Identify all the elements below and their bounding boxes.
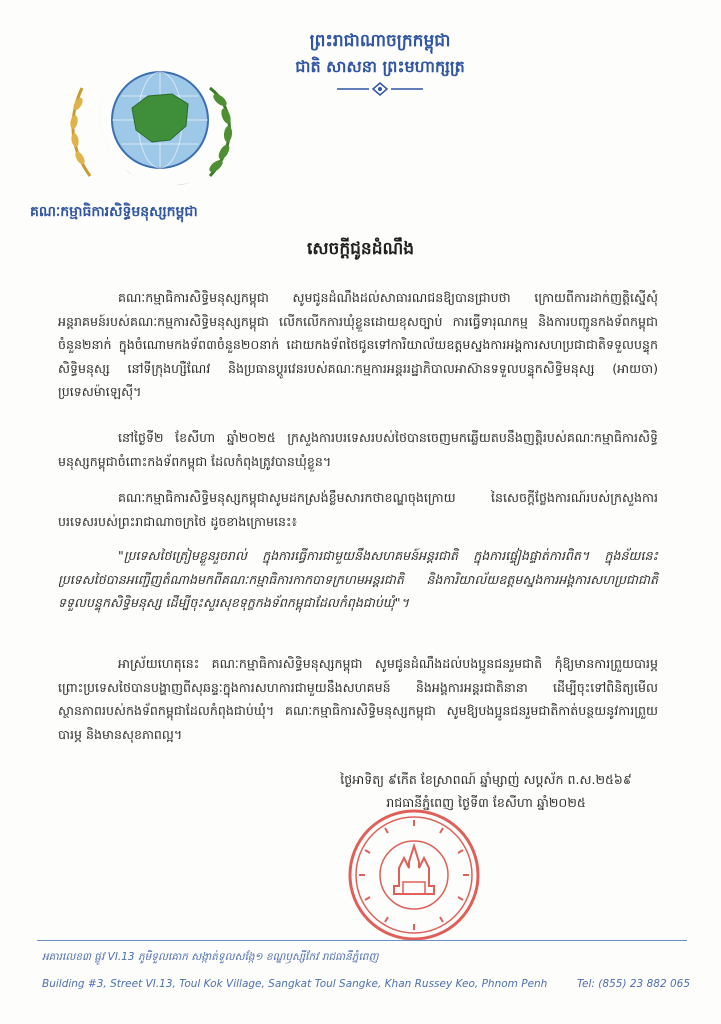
footer-address-khmer: អគារលេខ៣ ផ្លូវ VI.13 ភូមិទួលគោក សង្កាត់ទួលសង្កែ១ ខណ្ឌឫស្សីកែវ រាជធានីភ្នំពេញ: [42, 951, 379, 963]
quoted-statement: "ប្រទេសថៃត្រៀមខ្លួនរួចរាល់ ក្នុងការធ្វើការជាមួយនឹងសហគមន៍អន្តរជាតិ ក្នុងការផ្ទៀងផ្ទាត់ការពិត។ ក្នុងន័យនេះ ប្រទេសថៃបានអញ្ជើញតំណាងមកពីគណៈកម្មាធិការកាកបាទក្រហមអន្តរជាតិ និងការិយាល័យឧត្តមស្នងការអង្គការសហប្រជាជាតិទទួលបន្ទុកសិទ្ធិមនុស្ស ដើម្បីចុះសួរសុខទុក្ខកងទ័ពកម្ពុជាដែលកំពុងជាប់ឃុំ"។: [58, 548, 658, 610]
solar-date: រាជធានីភ្នំពេញ ថ្ងៃទី៣ ខែសីហា ឆ្នាំ២០២៥: [386, 795, 586, 810]
motto-kingdom: ព្រះរាជាណាចក្រកម្ពុជា: [309, 31, 451, 51]
footer-telephone: Tel: (855) 23 882 065: [576, 978, 690, 990]
footer-divider: [37, 940, 687, 941]
body-paragraph-1: គណៈកម្មាធិការសិទ្ធិមនុស្សកម្ពុជា សូមជូនដំណឹងដល់សាធារណជនឱ្យបានជ្រាបថា ក្រោយពីការដាក់ញត្តិស្នើសុំអន្តរាគមន៍របស់គណៈកម្មការសិទ្ធិមនុស្សកម្ពុជា លើកលើកការឃុំខ្លួនដោយខុសច្បាប់ ការធ្វើទារុណកម្ម និងការបញ្ជូនកងទ័ពកម្ពុជាចំនួន២នាក់ ក្នុងចំណោមកងទ័ព៣ចំនួន២០នាក់ ដោយកងទ័ពថៃជូនទៅការិយាល័យឧត្តមស្នងការអង្គការសហប្រជាជាតិទទួលបន្ទុកសិទ្ធិមនុស្ស នៅទីក្រុងហ្សឺណែវ និងប្រធានប្តូរវេនរបស់គណៈកម្មការអន្តររដ្ឋាភិបាលអាស៊ានទទួលបន្ទុកសិទ្ធិមនុស្ស (អាយចា) ប្រទេសម៉ាឡេស៊ី។: [58, 290, 658, 399]
body-paragraph-3: គណៈកម្មាធិការសិទ្ធិមនុស្សកម្ពុជាសូមដកស្រង់ខ្លឹមសារកថាខណ្ឌចុងក្រោយ នៃសេចក្តីថ្លែងការណ៍របស់ក្រសួងការបរទេសរបស់ព្រះរាជាណាចក្រថៃ ដូចខាងក្រោមនេះ៖: [58, 490, 658, 529]
national-motto: [250, 28, 510, 96]
motto-ornament-icon: [335, 82, 425, 96]
committee-logo: [60, 48, 250, 198]
body-paragraph-2: នៅថ្ងៃទី២ ខែសីហា ឆ្នាំ២០២៥ ក្រសួងការបរទេសរបស់ថៃបានចេញមកឆ្លើយតបនឹងញត្តិរបស់គណៈកម្មាធិការសិទ្ធិមនុស្សកម្ពុជាចំពោះកងទ័ពកម្ពុជា ដែលកំពុងត្រូវបានឃុំខ្លួន។: [58, 430, 658, 469]
organization-name: គណៈកម្មាធិការសិទ្ធិមនុស្សកម្ពុជា: [30, 204, 198, 220]
lunar-date: ថ្ងៃអាទិត្យ ៩កើត ខែស្រាពណ៍ ឆ្នាំម្សាញ់ សប្តស័ក ព.ស.២៥៦៩: [340, 772, 632, 787]
official-seal-icon: [345, 806, 483, 944]
motto-nation: ជាតិ សាសនា ព្រះមហាក្សត្រ: [295, 57, 465, 76]
document-title: សេចក្តីជូនដំណឹង: [306, 239, 415, 259]
footer-address-english: Building #3, Street VI.13, Toul Kok Village, Sangkat Toul Sangke, Khan Russey Keo, Phnom Penh: [42, 978, 548, 990]
body-paragraph-5: អាស្រ័យហេតុនេះ គណៈកម្មាធិការសិទ្ធិមនុស្សកម្ពុជា សូមជូនដំណឹងដល់បងប្អូនជនរួមជាតិ កុំឱ្យមានការព្រួយបារម្ភ ព្រោះប្រទេសថៃបានបង្ហាញពីសុឆន្ទៈក្នុងការសហការជាមួយនឹងសហគមន៍ និងអង្គការអន្តរជាតិនានា ដើម្បីចុះទៅពិនិត្យមើលស្ថានភាពរបស់កងទ័ពកម្ពុជាដែលកំពុងជាប់ឃុំ។ គណៈកម្មាធិការសិទ្ធិមនុស្សកម្ពុជា សូមឱ្យបងប្អូនជនរួមជាតិកាត់បន្ថយនូវការព្រួយបារម្ភ និងមានសុខភាពល្អ។: [58, 656, 658, 742]
